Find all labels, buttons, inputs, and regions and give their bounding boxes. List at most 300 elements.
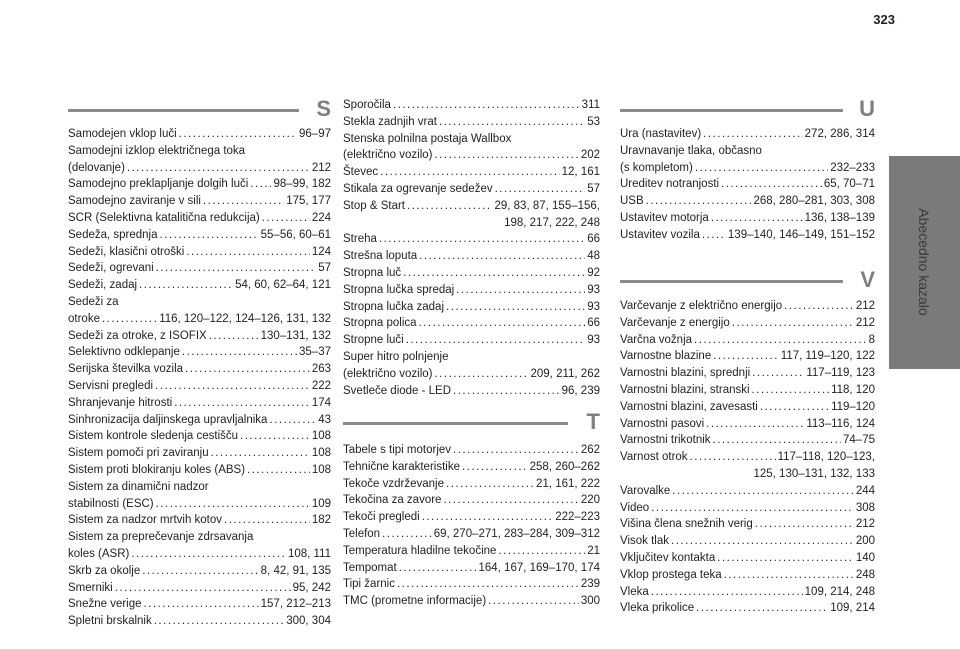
index-entry [68, 244, 331, 261]
entry-term: Spletni brskalnik [68, 615, 152, 628]
entry-pages: 300, 304 [286, 615, 331, 628]
entry-term: Varnostni blazini, zavesasti [620, 400, 758, 413]
entry-pages: 157, 212–213 [260, 598, 331, 611]
dot-leader [397, 576, 579, 593]
entry-pages: 53 [587, 115, 600, 128]
entry-pages: 212 [855, 316, 875, 329]
index-entry [620, 533, 875, 550]
index-entry [68, 412, 331, 429]
index-entry [68, 613, 331, 630]
index-entry [620, 210, 875, 227]
entry-term: Stropna luč [343, 266, 402, 279]
entry-term: Sistem za dinamični nadzor [68, 480, 209, 493]
entry-term: Stropna lučka zadaj [343, 300, 445, 313]
entries-t [343, 442, 600, 610]
entry-term: Servisni pregledi [68, 379, 154, 392]
index-entry [620, 466, 875, 483]
index-entry [68, 445, 331, 462]
index-entry [68, 529, 331, 546]
entry-pages: 109, 214 [830, 602, 875, 615]
entry-term: Tekoče vzdrževanje [343, 477, 444, 490]
entry-term: Stekla zadnjih vrat [343, 115, 437, 128]
entry-term: Sedeži, zadaj [68, 279, 138, 292]
entry-pages: 222–223 [555, 511, 600, 524]
entry-term: Skrb za okolje [68, 564, 141, 577]
entry-pages: 212 [855, 518, 875, 531]
entry-term: Samodejen vklop luči [68, 128, 177, 140]
dot-leader [651, 500, 854, 517]
index-entry [68, 596, 331, 613]
entry-term: Super hitro polnjenje [343, 350, 449, 363]
entry-pages: 43 [318, 413, 331, 426]
index-entry [343, 543, 600, 560]
entry-term: Varčevanje z energijo [620, 316, 730, 329]
entry-pages: 74–75 [843, 434, 875, 447]
index-entry [68, 479, 331, 496]
entry-term: Stikala za ogrevanje sedežev [343, 182, 493, 195]
index-entry [620, 176, 875, 193]
dot-leader [446, 299, 585, 316]
dot-leader [406, 332, 585, 349]
index-entry [343, 147, 600, 164]
entry-pages: 109 [311, 497, 331, 510]
entry-term: USB [620, 195, 644, 208]
dot-leader [453, 383, 560, 400]
index-entry [68, 496, 331, 513]
entry-term: Visok tlak [620, 535, 670, 548]
entry-pages: 248 [855, 568, 875, 581]
dot-leader [434, 147, 578, 164]
index-entry [620, 516, 875, 533]
index-entry [620, 550, 875, 567]
index-entry [343, 332, 600, 349]
entry-pages: 311 [581, 99, 600, 111]
index-entry [343, 131, 600, 148]
entry-term: Stop & Start [343, 199, 406, 212]
entry-term: stabilnosti (ESC) [68, 497, 154, 510]
entry-pages: 119–120 [831, 400, 875, 413]
dot-leader [407, 198, 492, 215]
entry-pages: 222 [311, 379, 331, 392]
dot-leader [379, 231, 585, 248]
entry-term: Sedeži za [68, 295, 119, 308]
index-entry [68, 193, 331, 210]
entry-pages: 202 [580, 149, 600, 162]
page-number: 323 [873, 12, 895, 27]
entry-term: Uravnavanje tlaka, občasno [620, 144, 762, 157]
entry-term: Varnostni trikotnik [620, 434, 711, 447]
dot-leader [488, 593, 579, 610]
entries-s-continued [343, 97, 600, 399]
index-entry [68, 512, 331, 529]
dot-leader [717, 550, 854, 567]
dot-leader [443, 492, 578, 509]
entry-term: Sedeži, ogrevani [68, 262, 154, 275]
index-entry [343, 593, 600, 610]
index-entry [620, 567, 875, 584]
entry-pages: 130–131, 132 [260, 329, 331, 342]
section-rule [343, 422, 568, 425]
entry-pages: 66 [587, 233, 600, 246]
entry-term: (delovanje) [68, 161, 125, 174]
dot-leader [703, 126, 802, 143]
index-entry [620, 143, 875, 160]
dot-leader [695, 160, 828, 177]
entry-term: Tekočina za zavore [343, 494, 442, 507]
entry-pages: 108 [311, 447, 331, 460]
dot-leader [127, 160, 310, 177]
entry-term: Sistem kontrole sledenja cestišču [68, 430, 239, 443]
entry-term: Sedeža, sprednja [68, 228, 158, 241]
entry-term: Varnostne blazine [620, 350, 712, 363]
entry-pages: 209, 211, 262 [530, 367, 600, 380]
entry-term: Varčna vožnja [620, 333, 693, 346]
entry-pages: 262 [580, 444, 600, 456]
entry-term: Sedeži za otroke, z ISOFIX [68, 329, 207, 342]
entry-pages-continued: 125, 130–131, 132, 133 [753, 467, 875, 480]
index-entry [343, 509, 600, 526]
dot-leader [403, 265, 585, 282]
dot-leader [724, 567, 854, 584]
entry-pages: 21, 161, 222 [536, 477, 600, 490]
entry-pages: 21 [587, 544, 600, 557]
dot-leader [702, 227, 726, 244]
entry-term: Sistem pomoči pri zaviranju [68, 447, 209, 460]
entry-term: Ustavitev motorja [620, 211, 709, 224]
entry-term: TMC (prometne informacije) [343, 595, 487, 608]
entry-pages: 93 [587, 300, 600, 313]
index-entry [68, 344, 331, 361]
entry-term: Vleka [620, 585, 649, 598]
index-entry [68, 160, 331, 177]
entry-pages: 164, 167, 169–170, 174 [478, 561, 600, 574]
dot-leader [439, 114, 585, 131]
entry-pages: 174 [311, 396, 331, 409]
entry-pages: 212 [311, 161, 331, 174]
dot-leader [262, 210, 310, 227]
entry-term: Serijska številka vozila [68, 363, 184, 376]
index-entry [620, 483, 875, 500]
entry-term: Tehnične karakteristike [343, 460, 460, 473]
dot-leader [131, 546, 286, 563]
entry-pages: 48 [587, 250, 600, 263]
dot-leader [102, 311, 157, 328]
entry-term: (s kompletom) [620, 161, 693, 174]
entry-term: Sistem za preprečevanje zdrsavanja [68, 531, 254, 544]
entry-pages: 8 [868, 333, 875, 346]
dot-leader [224, 512, 310, 529]
entry-term: Števec [343, 166, 379, 179]
entry-term: Svetleče diode - LED [343, 384, 452, 397]
index-entry [620, 432, 875, 449]
index-entry [68, 227, 331, 244]
entry-pages: 258, 260–262 [529, 460, 600, 473]
dot-leader [211, 445, 310, 462]
dot-leader [182, 344, 297, 361]
entry-pages: 140 [855, 551, 875, 564]
entry-pages: 12, 161 [561, 166, 600, 179]
entry-term: Tekoči pregledi [343, 511, 420, 524]
dot-leader [154, 613, 285, 630]
entry-term: (električno vozilo) [343, 367, 433, 380]
section-header-v [620, 267, 875, 292]
entry-pages: 212 [855, 300, 875, 312]
dot-leader [752, 365, 804, 382]
entry-term: Temperatura hladilne tekočine [343, 544, 497, 557]
entry-term: Ustavitev vozila [620, 228, 700, 241]
index-entry [343, 492, 600, 509]
index-entry [343, 299, 600, 316]
index-entry [620, 399, 875, 416]
entry-pages: 65, 70–71 [823, 178, 875, 191]
dot-leader [732, 315, 854, 332]
section-rule [68, 109, 299, 112]
entry-term: Smerniki [68, 581, 113, 594]
index-entry [343, 383, 600, 400]
entry-pages: 108, 111 [287, 547, 331, 560]
index-entry [343, 576, 600, 593]
entry-term: Sporočila [343, 99, 391, 111]
entry-term: Varnostni blazini, stranski [620, 383, 750, 396]
dot-leader [713, 432, 841, 449]
index-entry [343, 215, 600, 232]
entry-term: Ura (nastavitev) [620, 128, 702, 140]
index-entry [68, 328, 331, 345]
index-entry [620, 500, 875, 517]
dot-leader [646, 193, 752, 210]
dot-leader [784, 298, 854, 315]
section-letter: S [316, 96, 331, 121]
entry-term: Selektivno odklepanje [68, 346, 180, 359]
dot-leader [209, 328, 259, 345]
index-entry [620, 160, 875, 177]
index-entry [68, 311, 331, 328]
entry-pages: 57 [587, 182, 600, 195]
entry-pages: 93 [587, 283, 600, 296]
section-rule [620, 280, 843, 283]
entry-pages: 108 [311, 430, 331, 443]
entry-term: Vleka prikolice [620, 602, 695, 615]
index-entry [343, 560, 600, 577]
dot-leader [144, 596, 259, 613]
section-header-s [68, 96, 331, 121]
index-entry [620, 332, 875, 349]
dot-leader [752, 382, 830, 399]
dot-leader [694, 332, 867, 349]
entry-term: Snežne verige [68, 598, 142, 611]
entry-term: Ureditev notranjosti [620, 178, 720, 191]
index-entry [620, 348, 875, 365]
dot-leader [755, 516, 854, 533]
entry-pages: 35–37 [299, 346, 331, 359]
index-entry [343, 231, 600, 248]
dot-leader [185, 361, 310, 378]
entry-pages: 139–140, 146–149, 151–152 [727, 228, 875, 241]
entry-term: otroke [68, 312, 100, 325]
dot-leader [380, 164, 559, 181]
index-entry [343, 476, 600, 493]
entry-pages: 124 [311, 245, 331, 258]
dot-leader [760, 399, 829, 416]
index-entry [343, 315, 600, 332]
dot-leader [419, 248, 585, 265]
entry-term: Vključitev kontakta [620, 551, 716, 564]
entry-term: koles (ASR) [68, 547, 130, 560]
index-entry [68, 462, 331, 479]
entry-pages: 113–116, 124 [806, 417, 875, 430]
dot-leader [142, 563, 258, 580]
entry-pages: 109, 214, 248 [804, 585, 875, 598]
entry-pages: 117, 119–120, 122 [780, 350, 875, 363]
entry-pages: 117–118, 120–123, [777, 451, 875, 464]
dot-leader [713, 348, 779, 365]
section-rule [620, 109, 843, 112]
entry-pages-continued: 198, 217, 222, 248 [504, 216, 600, 229]
entry-pages: 55–56, 60–61 [260, 228, 331, 241]
section-header-t [343, 409, 600, 434]
entry-pages: 308 [855, 501, 875, 514]
dot-leader [382, 526, 432, 543]
index-entry [68, 428, 331, 445]
entry-term: Stropne luči [343, 334, 404, 347]
entry-term: (električno vozilo) [343, 149, 433, 162]
entries-s [68, 126, 331, 630]
entry-term: Streha [343, 233, 377, 246]
entry-term: Strešna loputa [343, 250, 418, 263]
dot-leader [186, 244, 309, 261]
dot-leader [495, 181, 586, 198]
index-entry [68, 210, 331, 227]
index-entry [620, 126, 875, 143]
dot-leader [203, 193, 284, 210]
dot-leader [462, 459, 528, 476]
index-entry [343, 114, 600, 131]
entry-pages: 200 [855, 535, 875, 548]
index-entry [68, 260, 331, 277]
dot-leader [399, 560, 477, 577]
index-entry [343, 248, 600, 265]
index-entry [343, 198, 600, 215]
index-entry [620, 298, 875, 315]
dot-leader [419, 315, 586, 332]
dot-leader [269, 412, 316, 429]
entry-term: Stropna polica [343, 317, 417, 330]
entry-term: Stropna lučka spredaj [343, 283, 455, 296]
index-entry [68, 395, 331, 412]
index-entry [620, 449, 875, 466]
entry-term: Samodejno zaviranje v sili [68, 195, 201, 208]
entry-pages: 300 [580, 595, 600, 608]
index-entry [343, 442, 600, 459]
index-entry [68, 546, 331, 563]
entry-pages: 95, 242 [292, 581, 331, 594]
section-header-u [620, 96, 875, 121]
entry-pages: 224 [311, 211, 331, 224]
dot-leader [672, 483, 854, 500]
index-entry [68, 126, 331, 143]
index-entry [620, 416, 875, 433]
dot-leader [690, 449, 776, 466]
dot-leader [393, 97, 580, 114]
entry-pages: 268, 280–281, 303, 308 [753, 195, 875, 208]
entry-term: Tipi žarnic [343, 578, 395, 591]
entries-v [620, 298, 875, 617]
entry-pages: 92 [587, 266, 600, 279]
index-entry [620, 584, 875, 601]
entry-term: Varnostni blazini, sprednji [620, 367, 751, 380]
dot-leader [696, 600, 828, 617]
dot-leader [174, 395, 310, 412]
dot-leader [711, 210, 803, 227]
index-entry [620, 365, 875, 382]
entry-term: Varnostni pasovi [620, 417, 705, 430]
entry-pages: 232–233 [830, 161, 875, 174]
entry-pages: 272, 286, 314 [804, 128, 875, 140]
entry-pages: 239 [580, 578, 600, 591]
dot-leader [240, 428, 310, 445]
index-entry [68, 277, 331, 294]
index-entry [68, 378, 331, 395]
dot-leader [671, 533, 854, 550]
index-entry [68, 563, 331, 580]
index-entry [343, 97, 600, 114]
entry-term: Stenska polnilna postaja Wallbox [343, 132, 512, 145]
entry-pages: 29, 83, 87, 155–156, [494, 199, 600, 212]
entry-term: Samodejno preklapljanje dolgih luči [68, 178, 249, 191]
index-entry [343, 181, 600, 198]
dot-leader [179, 126, 297, 143]
dot-leader [706, 416, 804, 433]
entry-pages: 66 [587, 317, 600, 330]
entry-term: Varovalke [620, 484, 671, 497]
index-entry [68, 176, 331, 193]
entry-pages: 244 [855, 484, 875, 497]
entry-pages: 98–99, 182 [273, 178, 331, 191]
entry-term: Sistem proti blokiranju koles (ABS) [68, 463, 246, 476]
entry-pages: 54, 60, 62–64, 121 [235, 279, 331, 292]
index-entry [343, 164, 600, 181]
dot-leader [721, 176, 822, 193]
index-entry [343, 526, 600, 543]
index-entry [343, 366, 600, 383]
entry-term: Video [620, 501, 650, 514]
index-entry [620, 315, 875, 332]
entry-term: Sinhronizacija daljinskega upravljalnika [68, 413, 268, 426]
entry-term: Tempomat [343, 561, 397, 574]
section-letter: V [860, 267, 875, 292]
entry-pages: 96–97 [299, 128, 331, 140]
dot-leader [250, 176, 271, 193]
dot-leader [498, 543, 585, 560]
dot-leader [446, 476, 534, 493]
entry-pages: 8, 42, 91, 135 [260, 564, 331, 577]
index-entry [620, 193, 875, 210]
index-entry [68, 143, 331, 160]
entry-term: Samodejni izklop električnega toka [68, 144, 246, 157]
entry-pages: 93 [587, 334, 600, 347]
index-entry [68, 580, 331, 597]
entries-u [620, 126, 875, 244]
dot-leader [456, 282, 585, 299]
entry-pages: 96, 239 [561, 384, 600, 397]
dot-leader [247, 462, 310, 479]
dot-leader [160, 227, 259, 244]
dot-leader [156, 496, 310, 513]
index-entry [620, 600, 875, 617]
section-letter: U [859, 96, 875, 121]
dot-leader [139, 277, 233, 294]
entry-pages: 175, 177 [286, 195, 331, 208]
